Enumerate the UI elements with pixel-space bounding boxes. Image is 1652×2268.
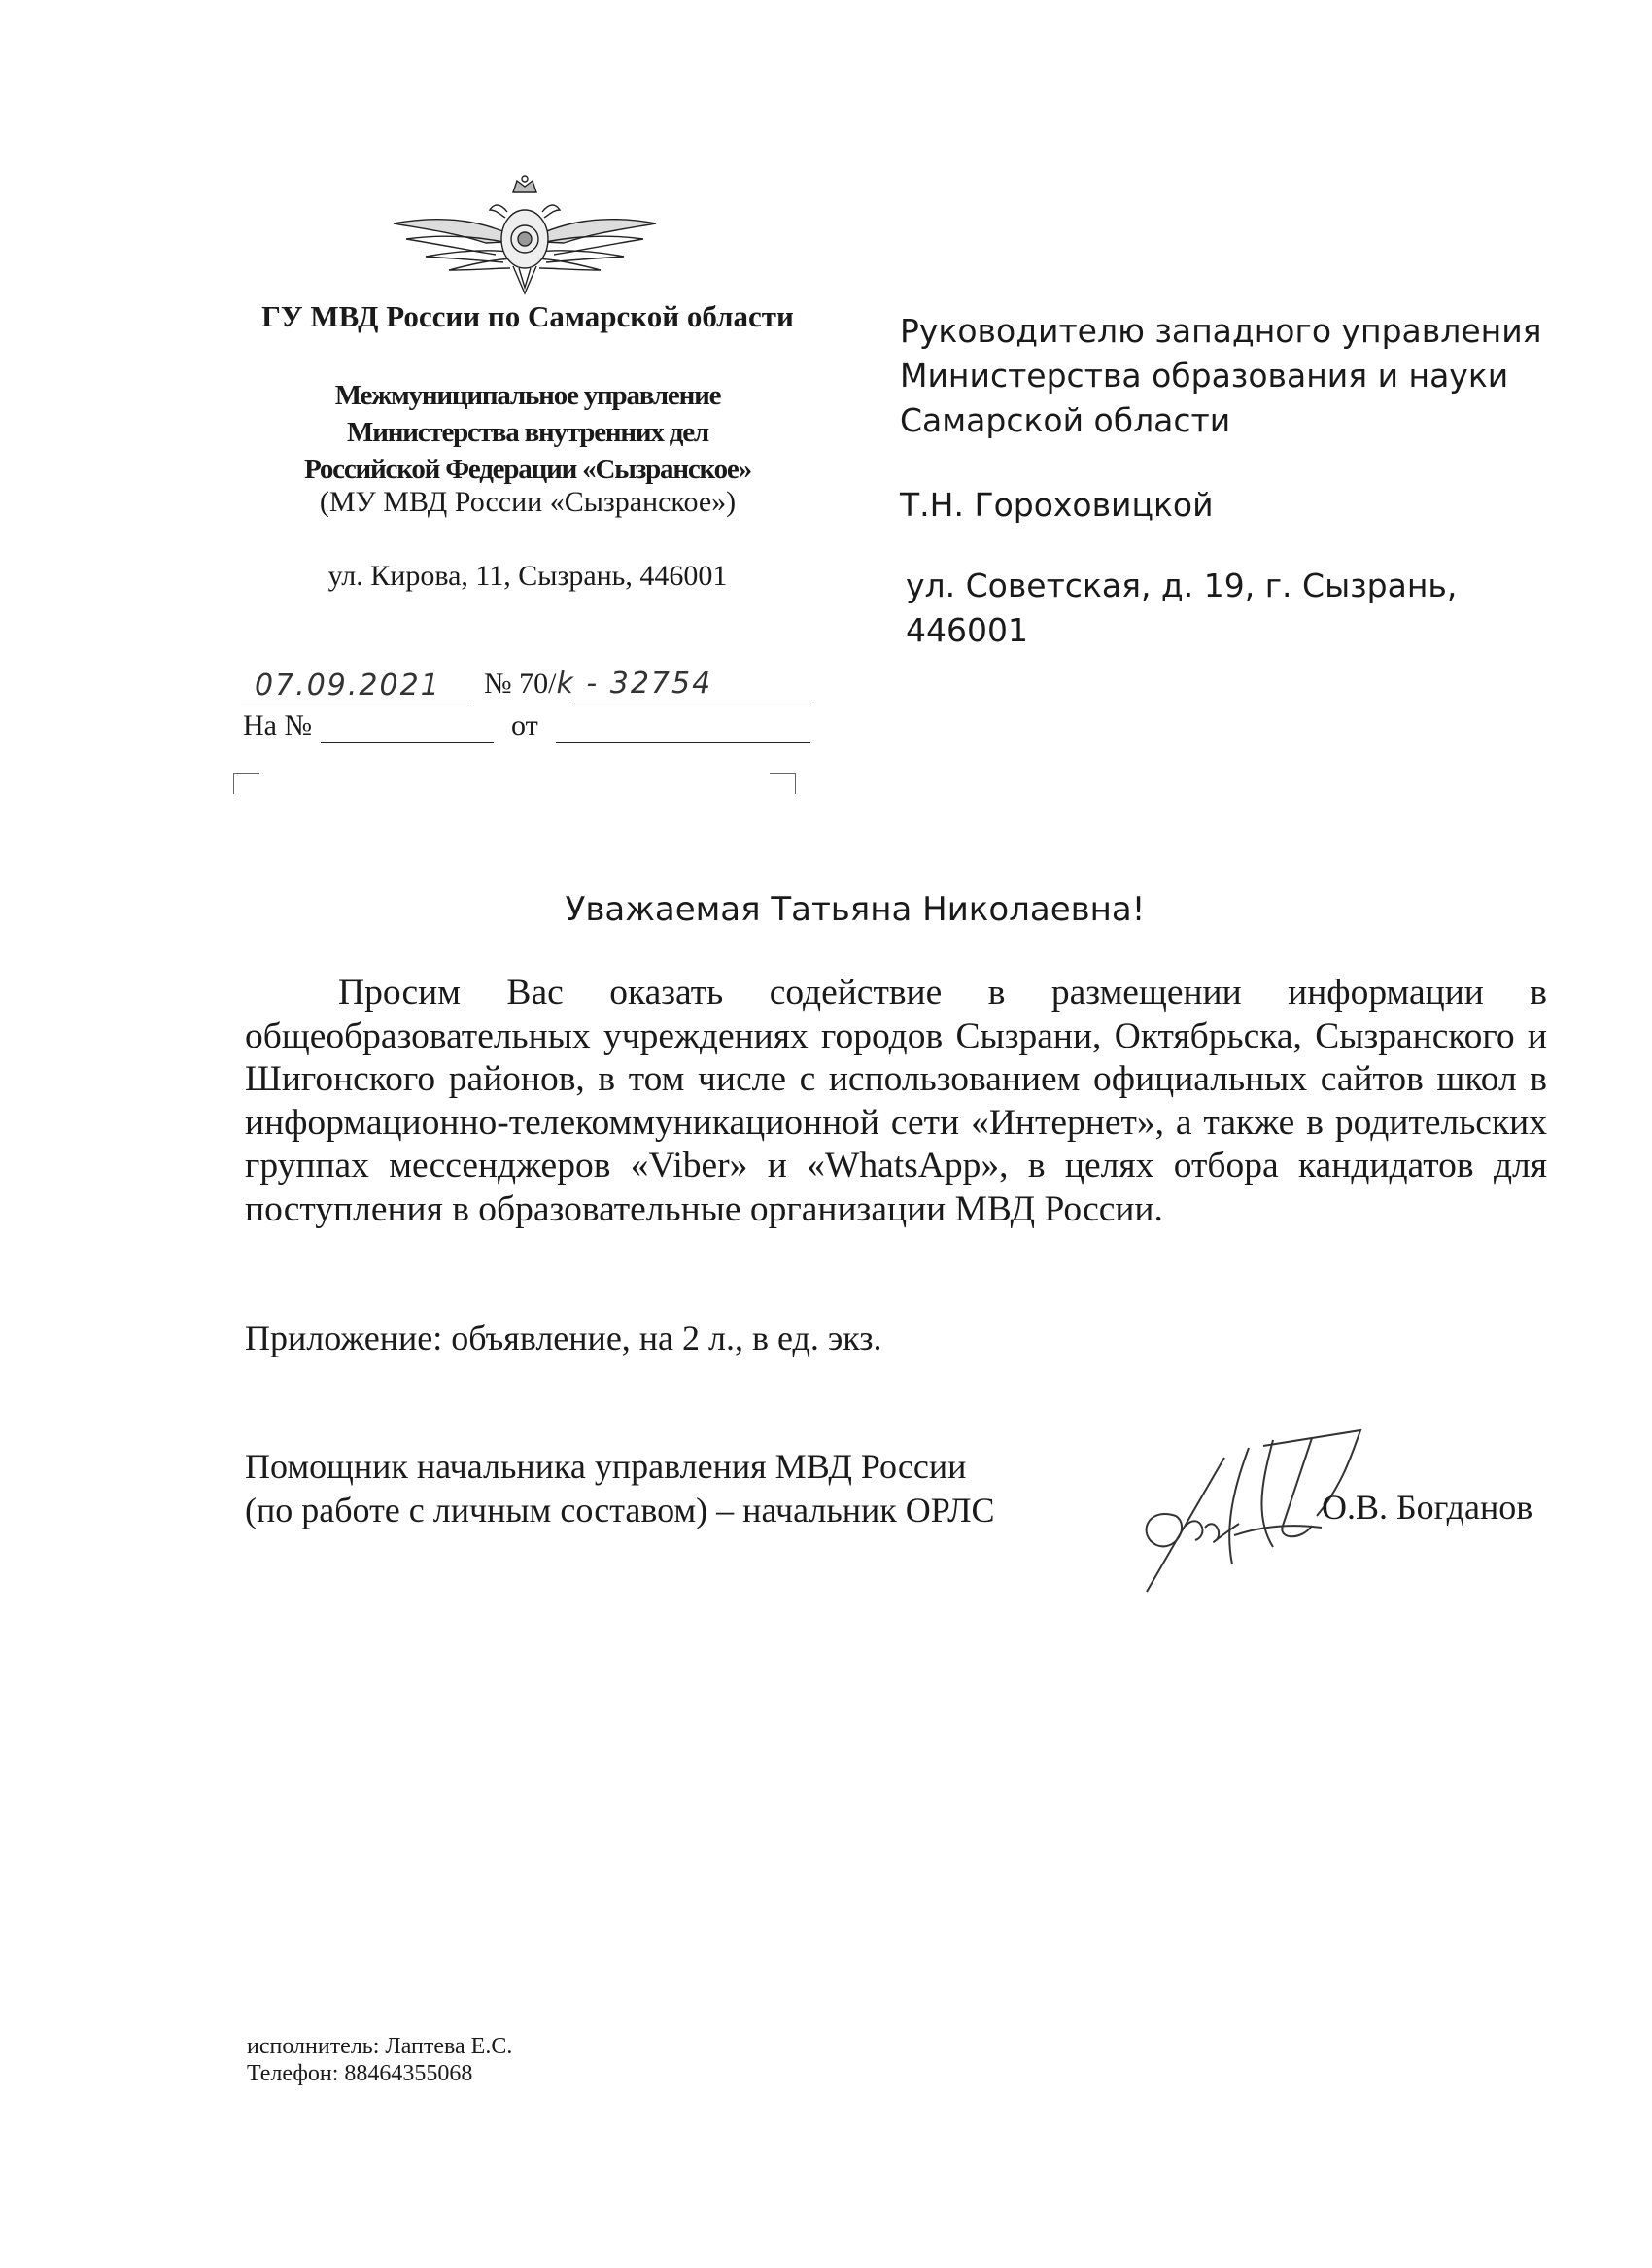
recipient-line: Самарской области xyxy=(900,401,1231,439)
sender-organization: ГУ МВД России по Самарской области xyxy=(261,299,794,333)
corner-mark-left xyxy=(233,773,259,794)
reply-date-label: от xyxy=(511,709,538,741)
reply-reference-line xyxy=(243,709,312,742)
executor-info xyxy=(247,2033,512,2087)
recipient-address: ул. Советская, д. 19, г. Сызрань, 446001 xyxy=(906,567,1458,649)
reply-number-underline xyxy=(321,742,494,743)
sender-unit-line: Министерства внутренних дел xyxy=(347,417,708,448)
letter-body: Просим Вас оказать содействие в размещении информации в общеобразовательных учреждениях городов Сызрани, Октябрьска, Сызранского и Шигонского районов, в том числе с использованием официальных сайтов школ в информационно-телекоммуникационной сети «Интернет», а также в родительских группах мессенджеров «Viber» и «WhatsApp», в целях отбора кандидатов для поступления в образовательные организации МВД России. xyxy=(245,973,1547,1229)
salutation: Уважаемая Татьяна Николаевна! xyxy=(565,890,1146,929)
attachment-note: Приложение: объявление, на 2 л., в ед. экз. xyxy=(245,1319,882,1357)
recipient-position xyxy=(900,309,1580,443)
signatory-title-line: (по работе с личным составом) – начальник ОРЛС xyxy=(245,1491,995,1529)
sender-unit-name xyxy=(231,377,824,488)
corner-mark-right xyxy=(770,773,796,794)
mvd-emblem-icon xyxy=(389,173,661,299)
reply-number-label: На № xyxy=(243,709,313,741)
registration-date: 07.09.2021 xyxy=(255,669,441,703)
sender-unit-abbreviation: (МУ МВД России «Сызранское») xyxy=(319,486,737,518)
signatory-title-line: Помощник начальника управления МВД России xyxy=(245,1447,967,1486)
executor-phone: Телефон: 88464355068 xyxy=(247,2061,473,2086)
recipient-line: Министерства образования и науки xyxy=(900,357,1509,395)
signatory-name: О.В. Богданов xyxy=(1322,1488,1533,1527)
registration-date-line xyxy=(245,669,441,703)
registration-number: k - 32754 xyxy=(556,667,713,701)
executor-name: исполнитель: Лаптева Е.С. xyxy=(247,2034,513,2059)
reply-date-underline xyxy=(556,742,810,743)
recipient-line: Руководителю западного управления xyxy=(900,312,1542,350)
registration-number-line xyxy=(484,667,712,701)
sender-unit-line: Российской Федерации «Сызранское» xyxy=(304,454,751,485)
sender-unit-line: Межмуниципальное управление xyxy=(334,380,721,411)
recipient-name: Т.Н. Гороховицкой xyxy=(900,486,1214,524)
registration-number-label: № 70/ xyxy=(484,668,557,700)
signatory-title xyxy=(245,1445,995,1532)
sender-address: ул. Кирова, 11, Сызрань, 446001 xyxy=(327,560,728,592)
